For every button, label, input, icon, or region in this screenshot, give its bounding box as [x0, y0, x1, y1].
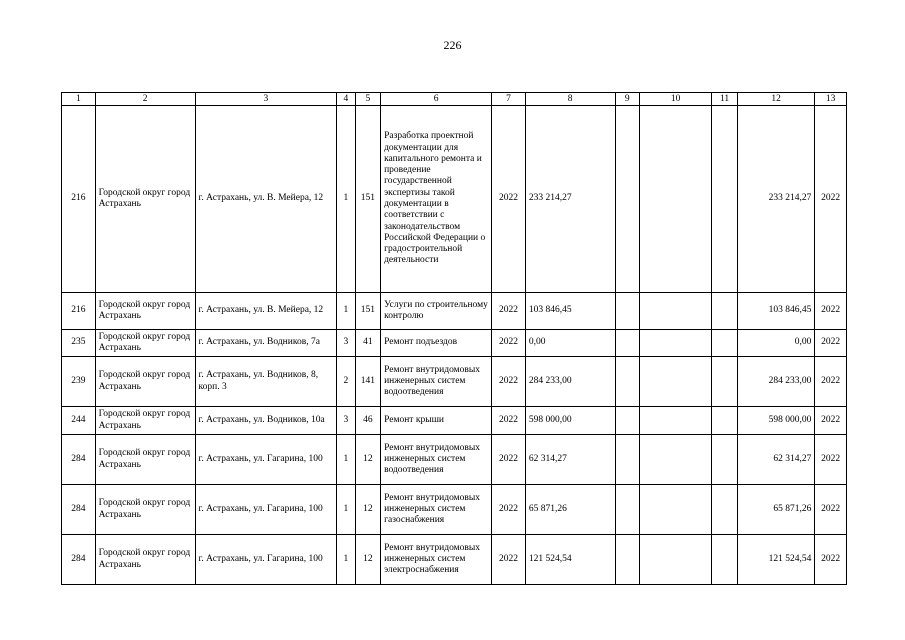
row-number: 284 — [62, 435, 96, 485]
municipality-cell: Городской округ город Астрахань — [95, 435, 195, 485]
col5-cell: 12 — [355, 485, 380, 535]
municipality-cell: Городской округ город Астрахань — [95, 293, 195, 330]
col5-cell: 41 — [355, 330, 380, 357]
table-row — [62, 330, 847, 357]
row-number: 284 — [62, 485, 96, 535]
col10-cell — [639, 407, 711, 435]
total-cell: 62 314,27 — [737, 435, 814, 485]
page-number: 226 — [443, 38, 462, 52]
municipality-cell: Городской округ город Астрахань — [95, 535, 195, 585]
col4-cell: 3 — [337, 330, 355, 357]
year-cell: 2022 — [492, 407, 526, 435]
col4-cell: 1 — [337, 435, 355, 485]
work-type-cell: Разработка проектной документации для капитального ремонта и проведение государственной экспертизы такой документации в соответствии с законодательством Российской Федерации о градостроительной деятельности — [381, 106, 492, 293]
total-cell: 233 214,27 — [737, 106, 814, 293]
end-year-cell: 2022 — [815, 485, 847, 535]
register-table — [61, 92, 847, 585]
municipality-cell: Городской округ город Астрахань — [95, 407, 195, 435]
row-number: 216 — [62, 293, 96, 330]
year-cell: 2022 — [492, 330, 526, 357]
amount-cell: 65 871,26 — [525, 485, 615, 535]
address-cell: г. Астрахань, ул. Водников, 8, корп. 3 — [195, 357, 337, 407]
municipality-cell: Городской округ город Астрахань — [95, 106, 195, 293]
col10-cell — [639, 106, 711, 293]
col4-cell: 2 — [337, 357, 355, 407]
col-header: 11 — [712, 93, 737, 106]
row-number: 284 — [62, 535, 96, 585]
col9-cell — [615, 435, 639, 485]
address-cell: г. Астрахань, ул. В. Мейера, 12 — [195, 106, 337, 293]
col10-cell — [639, 535, 711, 585]
total-cell: 121 524,54 — [737, 535, 814, 585]
col-header: 3 — [195, 93, 337, 106]
col9-cell — [615, 485, 639, 535]
col11-cell — [712, 407, 737, 435]
col9-cell — [615, 330, 639, 357]
col11-cell — [712, 485, 737, 535]
amount-cell: 0,00 — [525, 330, 615, 357]
col-header: 5 — [355, 93, 380, 106]
address-cell: г. Астрахань, ул. В. Мейера, 12 — [195, 293, 337, 330]
col-header: 7 — [492, 93, 526, 106]
municipality-cell: Городской округ город Астрахань — [95, 485, 195, 535]
col4-cell: 1 — [337, 535, 355, 585]
row-number: 235 — [62, 330, 96, 357]
end-year-cell: 2022 — [815, 407, 847, 435]
address-cell: г. Астрахань, ул. Водников, 7а — [195, 330, 337, 357]
address-cell: г. Астрахань, ул. Гагарина, 100 — [195, 485, 337, 535]
address-cell: г. Астрахань, ул. Гагарина, 100 — [195, 535, 337, 585]
col5-cell: 151 — [355, 106, 380, 293]
col10-cell — [639, 330, 711, 357]
end-year-cell: 2022 — [815, 293, 847, 330]
amount-cell: 62 314,27 — [525, 435, 615, 485]
col10-cell — [639, 435, 711, 485]
total-cell: 0,00 — [737, 330, 814, 357]
col-header: 6 — [381, 93, 492, 106]
amount-cell: 598 000,00 — [525, 407, 615, 435]
amount-cell: 121 524,54 — [525, 535, 615, 585]
col10-cell — [639, 485, 711, 535]
col4-cell: 1 — [337, 485, 355, 535]
year-cell: 2022 — [492, 435, 526, 485]
header-row — [62, 93, 847, 106]
col10-cell — [639, 293, 711, 330]
table-row — [62, 485, 847, 535]
col5-cell: 46 — [355, 407, 380, 435]
work-type-cell: Ремонт внутридомовых инженерных систем электроснабжения — [381, 535, 492, 585]
col5-cell: 12 — [355, 435, 380, 485]
col11-cell — [712, 435, 737, 485]
col4-cell: 1 — [337, 293, 355, 330]
end-year-cell: 2022 — [815, 357, 847, 407]
amount-cell: 103 846,45 — [525, 293, 615, 330]
total-cell: 103 846,45 — [737, 293, 814, 330]
work-type-cell: Ремонт крыши — [381, 407, 492, 435]
table-row — [62, 407, 847, 435]
col-header: 12 — [737, 93, 814, 106]
end-year-cell: 2022 — [815, 535, 847, 585]
col-header: 9 — [615, 93, 639, 106]
col-header: 8 — [525, 93, 615, 106]
total-cell: 598 000,00 — [737, 407, 814, 435]
table-row — [62, 535, 847, 585]
col11-cell — [712, 106, 737, 293]
year-cell: 2022 — [492, 106, 526, 293]
end-year-cell: 2022 — [815, 435, 847, 485]
col9-cell — [615, 407, 639, 435]
table-row — [62, 357, 847, 407]
work-type-cell: Ремонт подъездов — [381, 330, 492, 357]
col-header: 4 — [337, 93, 355, 106]
table-row — [62, 293, 847, 330]
year-cell: 2022 — [492, 293, 526, 330]
work-type-cell: Ремонт внутридомовых инженерных систем газоснабжения — [381, 485, 492, 535]
municipality-cell: Городской округ город Астрахань — [95, 330, 195, 357]
table-row — [62, 435, 847, 485]
col9-cell — [615, 535, 639, 585]
col-header: 2 — [95, 93, 195, 106]
col10-cell — [639, 357, 711, 407]
col11-cell — [712, 330, 737, 357]
col11-cell — [712, 293, 737, 330]
table-row — [62, 106, 847, 293]
amount-cell: 233 214,27 — [525, 106, 615, 293]
col9-cell — [615, 357, 639, 407]
col9-cell — [615, 106, 639, 293]
year-cell: 2022 — [492, 357, 526, 407]
col5-cell: 141 — [355, 357, 380, 407]
address-cell: г. Астрахань, ул. Водников, 10а — [195, 407, 337, 435]
year-cell: 2022 — [492, 485, 526, 535]
amount-cell: 284 233,00 — [525, 357, 615, 407]
col-header: 1 — [62, 93, 96, 106]
col-header: 10 — [639, 93, 711, 106]
work-type-cell: Услуги по строительному контролю — [381, 293, 492, 330]
end-year-cell: 2022 — [815, 106, 847, 293]
work-type-cell: Ремонт внутридомовых инженерных систем водоотведения — [381, 357, 492, 407]
col-header: 13 — [815, 93, 847, 106]
col5-cell: 12 — [355, 535, 380, 585]
col11-cell — [712, 357, 737, 407]
municipality-cell: Городской округ город Астрахань — [95, 357, 195, 407]
row-number: 216 — [62, 106, 96, 293]
total-cell: 65 871,26 — [737, 485, 814, 535]
col11-cell — [712, 535, 737, 585]
col4-cell: 1 — [337, 106, 355, 293]
address-cell: г. Астрахань, ул. Гагарина, 100 — [195, 435, 337, 485]
row-number: 239 — [62, 357, 96, 407]
col4-cell: 3 — [337, 407, 355, 435]
end-year-cell: 2022 — [815, 330, 847, 357]
col5-cell: 151 — [355, 293, 380, 330]
work-type-cell: Ремонт внутридомовых инженерных систем водоотведения — [381, 435, 492, 485]
col9-cell — [615, 293, 639, 330]
row-number: 244 — [62, 407, 96, 435]
total-cell: 284 233,00 — [737, 357, 814, 407]
year-cell: 2022 — [492, 535, 526, 585]
